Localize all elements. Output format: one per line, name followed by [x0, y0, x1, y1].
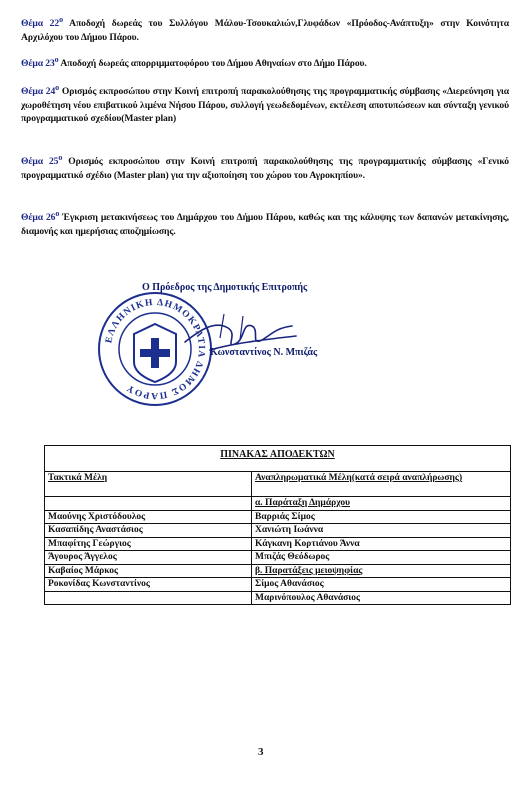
item-22: [21, 13, 509, 44]
table-cell: α. Παράταξη Δημάρχου: [252, 497, 511, 511]
chair-name: Κωνσταντίνος Ν. Μπιζάς: [210, 347, 318, 358]
table-cell: Κάγκανη Κορτιάνου Άννα: [252, 537, 511, 551]
svg-text:ΕΛΛΗΝΙΚΗ ΔΗΜΟΚΡΑΤΙΑ ΔΗΜΟΣ ΠΑΡΟ: ΕΛΛΗΝΙΚΗ ΔΗΜΟΚΡΑΤΙΑ ΔΗΜΟΣ ΠΑΡΟΥ: [104, 297, 207, 401]
item-text: Ορισμός εκπροσώπου στην Κοινή επιτροπή παρακολούθησης της προγραμματικής σύμβασης «Γενικό προγραμματικό σχέδιο (Master plan) για την αξιοποίηση του χώρου του Αγροκηπίου».: [21, 156, 509, 181]
recipients-table: [44, 445, 511, 605]
table-row: [45, 537, 511, 551]
table-row: [45, 510, 511, 524]
item-23: [21, 53, 509, 71]
table-header-row: [45, 472, 511, 497]
table-cell: [45, 497, 252, 511]
table-cell: Μπιζάς Θεόδωρος: [252, 551, 511, 565]
table-cell: β. Παρατάξεις μειοψηφίας: [252, 564, 511, 578]
signature-block: [0, 282, 529, 422]
table-cell: Βαρριάς Σίμος: [252, 510, 511, 524]
table-row: [45, 551, 511, 565]
table-cell: Χανιώτη Ιωάννα: [252, 524, 511, 538]
header-regular-members: Τακτικά Μέλη: [45, 472, 252, 497]
table-cell: Μπαφίτης Γεώργιος: [45, 537, 252, 551]
item-text: Έγκριση μετακινήσεως του Δημάρχου του Δήμου Πάρου, καθώς και της κάλυψης των δαπανών μετακίνησης, διαμονής και ημερήσιας αποζημίωσης.: [21, 212, 509, 237]
table-cell: Άγουρος Άγγελος: [45, 551, 252, 565]
item-24: [21, 81, 509, 126]
item-text: Αποδοχή δωρεάς του Συλλόγου Μάλου-Τσουκαλιών,Γλυφάδων «Πρόοδος-Ανάπτυξη» στην Κοινότητα Αρχιλόχου του Δήμου Πάρου.: [21, 18, 509, 43]
header-substitute-members: Αναπληρωματικά Μέλη(κατά σειρά αναπλήρωσης): [252, 472, 511, 497]
table-row: [45, 564, 511, 578]
table-row: [45, 497, 511, 511]
table-row: [45, 591, 511, 605]
item-label: Θέμα $22^o$: [21, 15, 63, 30]
table-cell: Κασαπίδης Αναστάσιος: [45, 524, 252, 538]
table-cell: [45, 591, 252, 605]
table-title: ΠΙΝΑΚΑΣ ΑΠΟΔΕΚΤΩΝ: [44, 445, 511, 471]
table-cell: Μαρινόπουλος Αθανάσιος: [252, 591, 511, 605]
item-text: Αποδοχή δωρεάς απορριμματοφόρου του Δήμου Αθηναίων στο Δήμο Πάρου.: [58, 58, 367, 70]
chair-title: Ο Πρόεδρος της Δημοτικής Επιτροπής: [142, 282, 308, 293]
table-cell: Μαούνης Χριστόδουλος: [45, 510, 252, 524]
table-row: [45, 524, 511, 538]
item-label: Θέμα $25^o$: [21, 153, 63, 168]
table-row: [45, 578, 511, 592]
item-label: Θέμα $26^o$: [21, 209, 60, 224]
table-cell: Ροκονίδας Κωνσταντίνος: [45, 578, 252, 592]
item-text: Ορισμός εκπροσώπου στην Κοινή επιτροπή παρακολούθησης της προγραμματικής σύμβασης «Διερεύνηση για χωροθέτηση νέου επιβατικού λιμένα Νήσου Πάρου, συλλογή γεωδεδομένων, εκτέλεση αποτυπώσεων και σύνταξη γενικού προγραμματικού σχεδίου(Master plan): [21, 86, 509, 125]
item-26: [21, 207, 509, 238]
item-label: Θέμα $24^o$: [21, 83, 60, 98]
item-label: Θέμα $23^o$: [21, 55, 59, 70]
page-number: 3: [258, 746, 264, 758]
item-25: [21, 151, 509, 182]
table-cell: Σίμος Αθανάσιος: [252, 578, 511, 592]
table-cell: Καβαίος Μάρκος: [45, 564, 252, 578]
